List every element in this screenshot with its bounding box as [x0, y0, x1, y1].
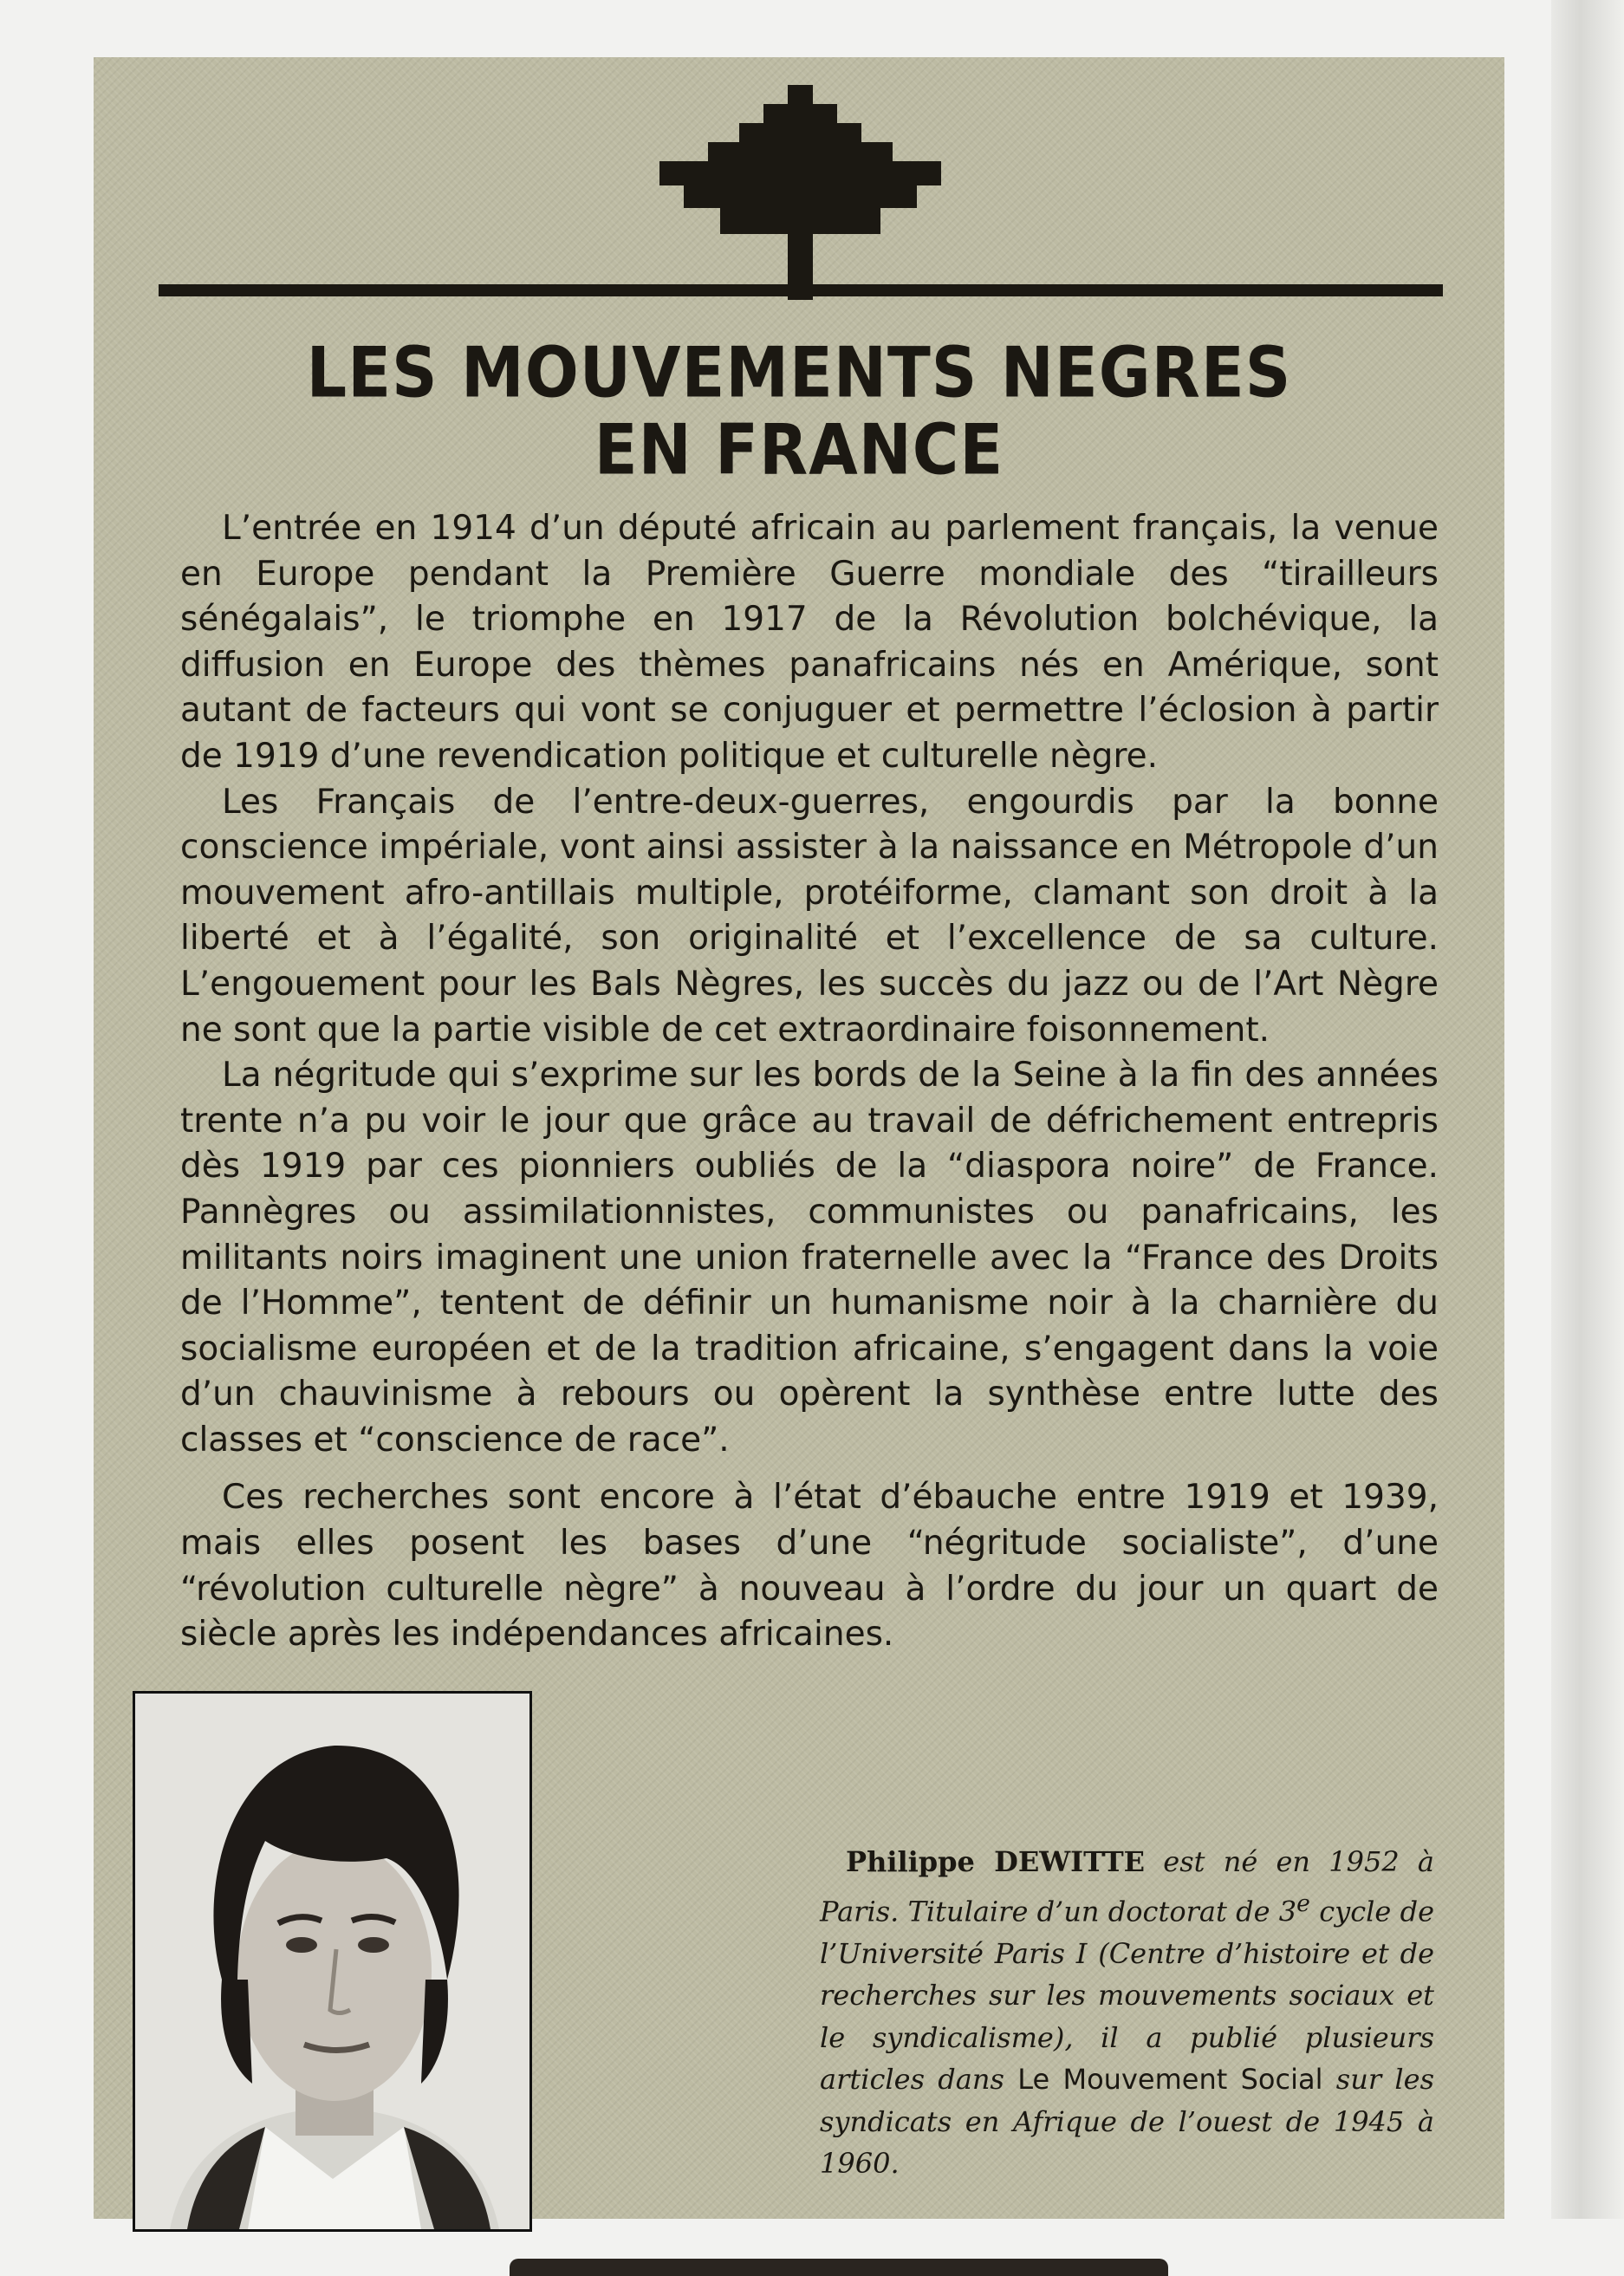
book-title-line-1: LES MOUVEMENTS NEGRES — [306, 333, 1292, 414]
journal-title: Le Mouvement Social — [1017, 2063, 1323, 2097]
author-photo — [133, 1691, 532, 2232]
blurb-paragraph-1: L’entrée en 1914 d’un député africain au parlement français, la venue en Europe pendant la Première Guerre mondiale des “tirailleurs sénégalais”, le triomphe en 1917 de la Révolution bolchévique, la diffusion en Europe des thèmes panafricains nés en Amérique, sont autant de facteurs qui vont se conjuguer et permettre l’éclosion à partir de 1919 d’une revendication politique et culturelle nègre. — [180, 509, 1439, 776]
page-edge — [1551, 0, 1624, 2219]
book-title-line-2: EN FRANCE — [594, 410, 1004, 491]
tree-emblem-icon — [659, 85, 941, 300]
bottom-edge-shadow — [510, 2259, 1168, 2276]
portrait-icon — [135, 1694, 529, 2229]
bio-text-3: sur les syndicats en Afrique de l’ouest de 1945 à 1960. — [820, 2063, 1435, 2181]
author-name: Philippe DEWITTE — [846, 1845, 1146, 1878]
horizontal-rule — [159, 284, 1443, 296]
book-back-cover — [94, 57, 1504, 2219]
blurb-paragraph-4: Ces recherches sont encore à l’état d’ébauche entre 1919 et 1939, mais elles posent les bases d’une “négritude socialiste”, d’une “révolution culturelle nègre” à nouveau à l’ordre du jour un quart de siècle après les indépendances africaines. — [180, 1478, 1439, 1655]
author-bio — [820, 1841, 1434, 2185]
blurb-text — [180, 506, 1439, 1658]
blurb-paragraph-3: La négritude qui s’exprime sur les bords de la Seine à la fin des années trente n’a pu voir le jour que grâce au travail de défrichement entrepris dès 1919 par ces pionniers oubliés de la “diaspora noire” de France. Pannègres ou assimilationnistes, communistes ou panafricains, les militants noirs imaginent une union fraternelle avec la “France des Droits de l’Homme”, tentent de définir un humanisme noir à la charnière du socialisme européen et de la tradition africaine, s’engagent dans la voie d’un chauvinisme à rebours ou opèrent la synthèse entre lutte des classes et “conscience de race”. — [180, 1056, 1439, 1460]
blurb-paragraph-2: Les Français de l’entre-deux-guerres, engourdis par la bonne conscience impériale, vont ainsi assister à la naissance en Métropole d’un mouvement afro-antillais multiple, protéiforme, clamant son droit à la liberté et à l’égalité, son originalité et l’excellence de sa culture. L’engouement pour les Bals Nègres, les succès du jazz ou de l’Art Nègre ne sont que la partie visible de cet extraordinaire foisonnement. — [180, 782, 1439, 1050]
bio-superscript: e — [1296, 1889, 1310, 1917]
bio-text-2: cycle de l’Université Paris I (Centre d’histoire et de recherches sur les mouvements sociaux et le syndicalisme), il a publié plusieurs articles dans — [820, 1895, 1435, 2097]
bio-text-1: est né en 1952 à Paris. Titulaire d’un doctorat de 3 — [820, 1845, 1435, 1928]
